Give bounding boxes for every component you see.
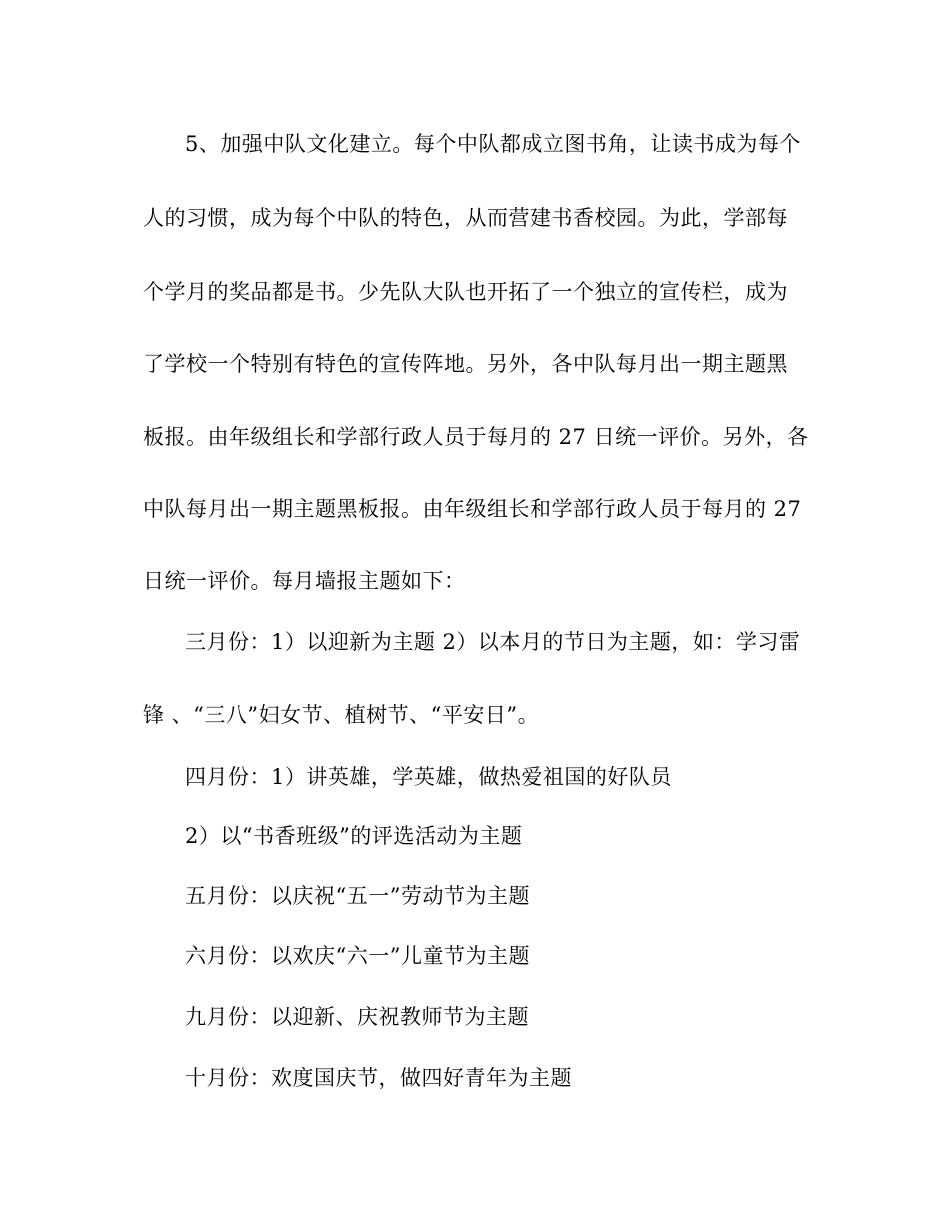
paragraph-5-line-1: 5、加强中队文化建立。每个中队都成立图书角，让读书成为每个 bbox=[185, 132, 801, 156]
paragraph-5-line-6: 中队每月出一期主题黑板报。由年级组长和学部行政人员于每月的 27 bbox=[143, 497, 802, 521]
march-line-1: 三月份：1）以迎新为主题 2）以本月的节日为主题，如：学习雷 bbox=[185, 630, 801, 654]
paragraph-5-line-5: 板报。由年级组长和学部行政人员于每月的 27 日统一评价。另外，各 bbox=[143, 425, 809, 449]
march-line-2: 锋 、“三八”妇女节、植树节、“平安日”。 bbox=[143, 703, 540, 727]
april-line-1: 四月份：1）讲英雄，学英雄，做热爱祖国的好队员 bbox=[185, 765, 672, 789]
october-line: 十月份：欢度国庆节，做四好青年为主题 bbox=[185, 1066, 572, 1090]
paragraph-5-line-7: 日统一评价。每月墙报主题如下： bbox=[143, 569, 466, 593]
may-line: 五月份：以庆祝“五一”劳动节为主题 bbox=[185, 884, 530, 908]
paragraph-5-line-3: 个学月的奖品都是书。少先队大队也开拓了一个独立的宣传栏，成为 bbox=[143, 280, 788, 304]
paragraph-5-line-4: 了学校一个特别有特色的宣传阵地。另外，各中队每月出一期主题黑 bbox=[143, 352, 788, 376]
paragraph-5-line-2: 人的习惯，成为每个中队的特色，从而营建书香校园。为此，学部每 bbox=[143, 206, 788, 230]
june-line: 六月份：以欢庆“六一”儿童节为主题 bbox=[185, 944, 530, 968]
april-line-2: 2）以“书香班级”的评选活动为主题 bbox=[185, 824, 523, 848]
september-line: 九月份：以迎新、庆祝教师节为主题 bbox=[185, 1005, 529, 1029]
